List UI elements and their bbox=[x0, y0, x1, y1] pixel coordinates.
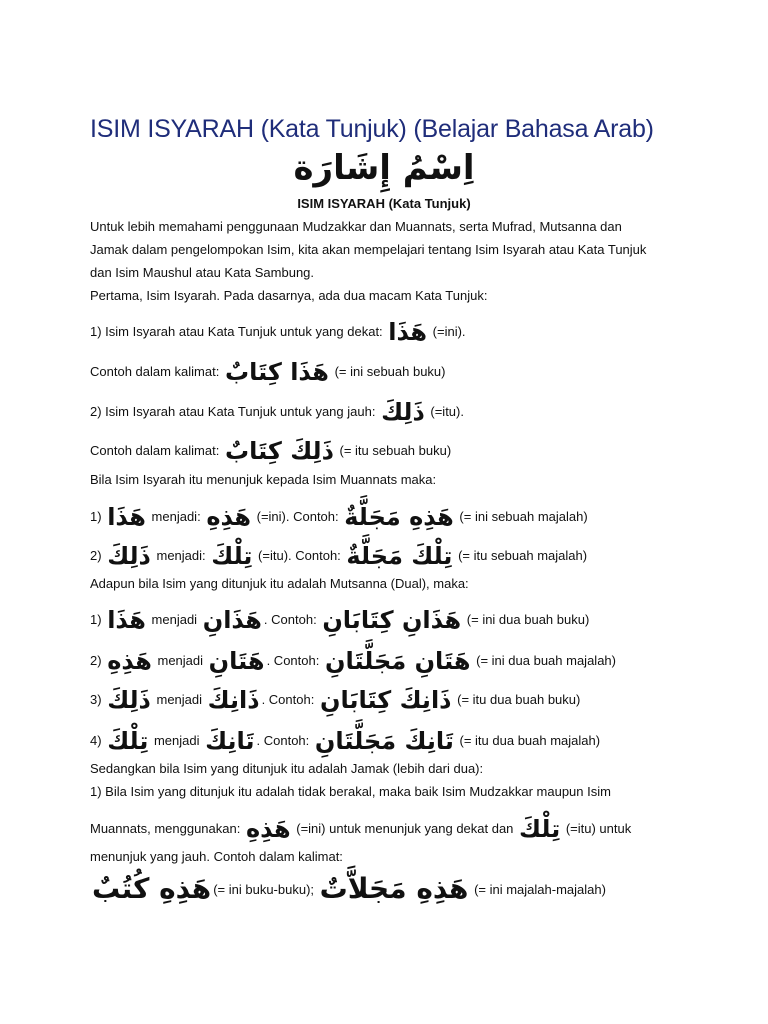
row-number: 2) bbox=[90, 548, 102, 563]
jamak-arabic-near: هَذِهِ bbox=[245, 815, 291, 843]
row-meaning: (=itu). Contoh: bbox=[258, 548, 341, 563]
jamak-examples-line bbox=[90, 872, 606, 905]
from-arabic: تِلْكَ bbox=[107, 727, 149, 755]
contoh-word: . Contoh: bbox=[263, 612, 317, 627]
example-meaning: (= itu sebuah majalah) bbox=[458, 548, 588, 563]
jamak-example-arabic-2: هَذِهِ مَجَلاَّتٌ bbox=[319, 872, 469, 905]
example-meaning: (= ini dua buah buku) bbox=[466, 612, 590, 627]
menjadi-word: menjadi: bbox=[151, 509, 201, 524]
example-arabic: تِلْكَ مَجَلَّةٌ bbox=[346, 542, 453, 570]
near-meaning: (=ini). bbox=[432, 324, 466, 339]
far-example-text: Contoh dalam kalimat: bbox=[90, 443, 220, 458]
mutsanna-row bbox=[90, 647, 616, 675]
far-example-line bbox=[90, 437, 451, 465]
menjadi-word: menjadi bbox=[153, 733, 200, 748]
jamak-example-meaning-2: (= ini majalah-majalah) bbox=[474, 882, 606, 897]
near-line bbox=[90, 318, 466, 346]
far-line bbox=[90, 398, 464, 426]
intro-line-4: Pertama, Isim Isyarah. Pada dasarnya, ada dua macam Kata Tunjuk: bbox=[90, 288, 488, 303]
from-arabic: هَذِهِ bbox=[107, 647, 152, 675]
mutsanna-row bbox=[90, 686, 580, 714]
near-example-line bbox=[90, 358, 446, 386]
example-arabic: هَذِهِ مَجَلَّةٌ bbox=[344, 503, 454, 531]
far-example-meaning: (= itu sebuah buku) bbox=[339, 443, 452, 458]
muannats-row bbox=[90, 503, 588, 531]
intro-line-2: Jamak dalam pengelompokan Isim, kita akan mempelajari tentang Isim Isyarah atau Kata Tunjuk bbox=[90, 242, 647, 257]
row-number: 4) bbox=[90, 733, 102, 748]
to-arabic: هَذَانِ bbox=[202, 606, 262, 634]
to-arabic: تِلْكَ bbox=[211, 542, 253, 570]
far-meaning: (=itu). bbox=[430, 404, 464, 419]
contoh-word: . Contoh: bbox=[261, 692, 315, 707]
muannats-intro: Bila Isim Isyarah itu menunjuk kepada Isim Muannats maka: bbox=[90, 472, 437, 487]
from-arabic: هَذَا bbox=[107, 606, 146, 634]
example-meaning: (= itu dua buah buku) bbox=[457, 692, 581, 707]
to-arabic: هَتَانِ bbox=[208, 647, 265, 675]
arabic-heading: اِسْمُ إِشَارَة bbox=[293, 148, 475, 188]
row-number: 2) bbox=[90, 653, 102, 668]
jamak-line-3: menunjuk yang jauh. Contoh dalam kalimat: bbox=[90, 849, 343, 864]
near-text: 1) Isim Isyarah atau Kata Tunjuk untuk yang dekat: bbox=[90, 324, 383, 339]
menjadi-word: menjadi bbox=[157, 653, 204, 668]
from-arabic: ذَلِكَ bbox=[107, 542, 151, 570]
row-number: 3) bbox=[90, 692, 102, 707]
example-arabic: هَتَانِ مَجَلَّتَانِ bbox=[324, 647, 471, 675]
row-number: 1) bbox=[90, 509, 102, 524]
near-example-text: Contoh dalam kalimat: bbox=[90, 364, 220, 379]
jamak-text-b: (=ini) untuk menunjuk yang dekat dan bbox=[296, 821, 514, 836]
far-text: 2) Isim Isyarah atau Kata Tunjuk untuk yang jauh: bbox=[90, 404, 376, 419]
from-arabic: ذَلِكَ bbox=[107, 686, 151, 714]
example-meaning: (= ini sebuah majalah) bbox=[459, 509, 588, 524]
from-arabic: هَذَا bbox=[107, 503, 146, 531]
example-arabic: تَانِكَ مَجَلَّتَانِ bbox=[314, 727, 454, 755]
jamak-example-arabic-1: هَذِهِ كُتُبٌ bbox=[92, 872, 212, 905]
row-number: 1) bbox=[90, 612, 102, 627]
intro-line-3: dan Isim Maushul atau Kata Sambung. bbox=[90, 265, 315, 280]
example-meaning: (= ini dua buah majalah) bbox=[476, 653, 616, 668]
intro-line-1: Untuk lebih memahami penggunaan Mudzakkar dan Muannats, serta Mufrad, Mutsanna dan bbox=[90, 219, 622, 234]
jamak-line-2 bbox=[90, 815, 631, 843]
menjadi-word: menjadi bbox=[156, 692, 203, 707]
menjadi-word: menjadi bbox=[151, 612, 198, 627]
contoh-word: . Contoh: bbox=[256, 733, 310, 748]
far-arabic: ذَلِكَ bbox=[381, 398, 425, 426]
mutsanna-row bbox=[90, 727, 600, 755]
example-arabic: ذَانِكَ كِتَابَانِ bbox=[319, 686, 452, 714]
mutsanna-intro: Adapun bila Isim yang ditunjuk itu adalah Mutsanna (Dual), maka: bbox=[90, 576, 469, 591]
to-arabic: تَانِكَ bbox=[205, 727, 255, 755]
menjadi-word: menjadi: bbox=[156, 548, 206, 563]
row-meaning: (=ini). Contoh: bbox=[256, 509, 339, 524]
to-arabic: هَذِهِ bbox=[206, 503, 251, 531]
jamak-arabic-far: تِلْكَ bbox=[519, 815, 561, 843]
to-arabic: ذَانِكَ bbox=[207, 686, 260, 714]
example-arabic: هَذَانِ كِتَابَانِ bbox=[322, 606, 462, 634]
page-title: ISIM ISYARAH (Kata Tunjuk) (Belajar Bahasa Arab) bbox=[90, 115, 654, 143]
jamak-text-a: Muannats, menggunakan: bbox=[90, 821, 241, 836]
jamak-example-meaning-1: (= ini buku-buku); bbox=[213, 882, 315, 897]
near-example-meaning: (= ini sebuah buku) bbox=[334, 364, 446, 379]
jamak-intro: Sedangkan bila Isim yang ditunjuk itu adalah Jamak (lebih dari dua): bbox=[90, 761, 484, 776]
jamak-text-c: (=itu) untuk bbox=[565, 821, 632, 836]
jamak-line-1: 1) Bila Isim yang ditunjuk itu adalah tidak berakal, maka baik Isim Mudzakkar maupun Isim bbox=[90, 784, 611, 799]
subtitle: ISIM ISYARAH (Kata Tunjuk) bbox=[297, 196, 471, 211]
contoh-word: . Contoh: bbox=[266, 653, 320, 668]
muannats-row bbox=[90, 542, 587, 570]
example-meaning: (= itu dua buah majalah) bbox=[459, 733, 601, 748]
mutsanna-row bbox=[90, 606, 589, 634]
near-arabic: هَذَا bbox=[388, 318, 428, 346]
near-example-arabic: هَذَا كِتَابٌ bbox=[224, 358, 329, 386]
far-example-arabic: ذَلِكَ كِتَابٌ bbox=[224, 437, 334, 465]
